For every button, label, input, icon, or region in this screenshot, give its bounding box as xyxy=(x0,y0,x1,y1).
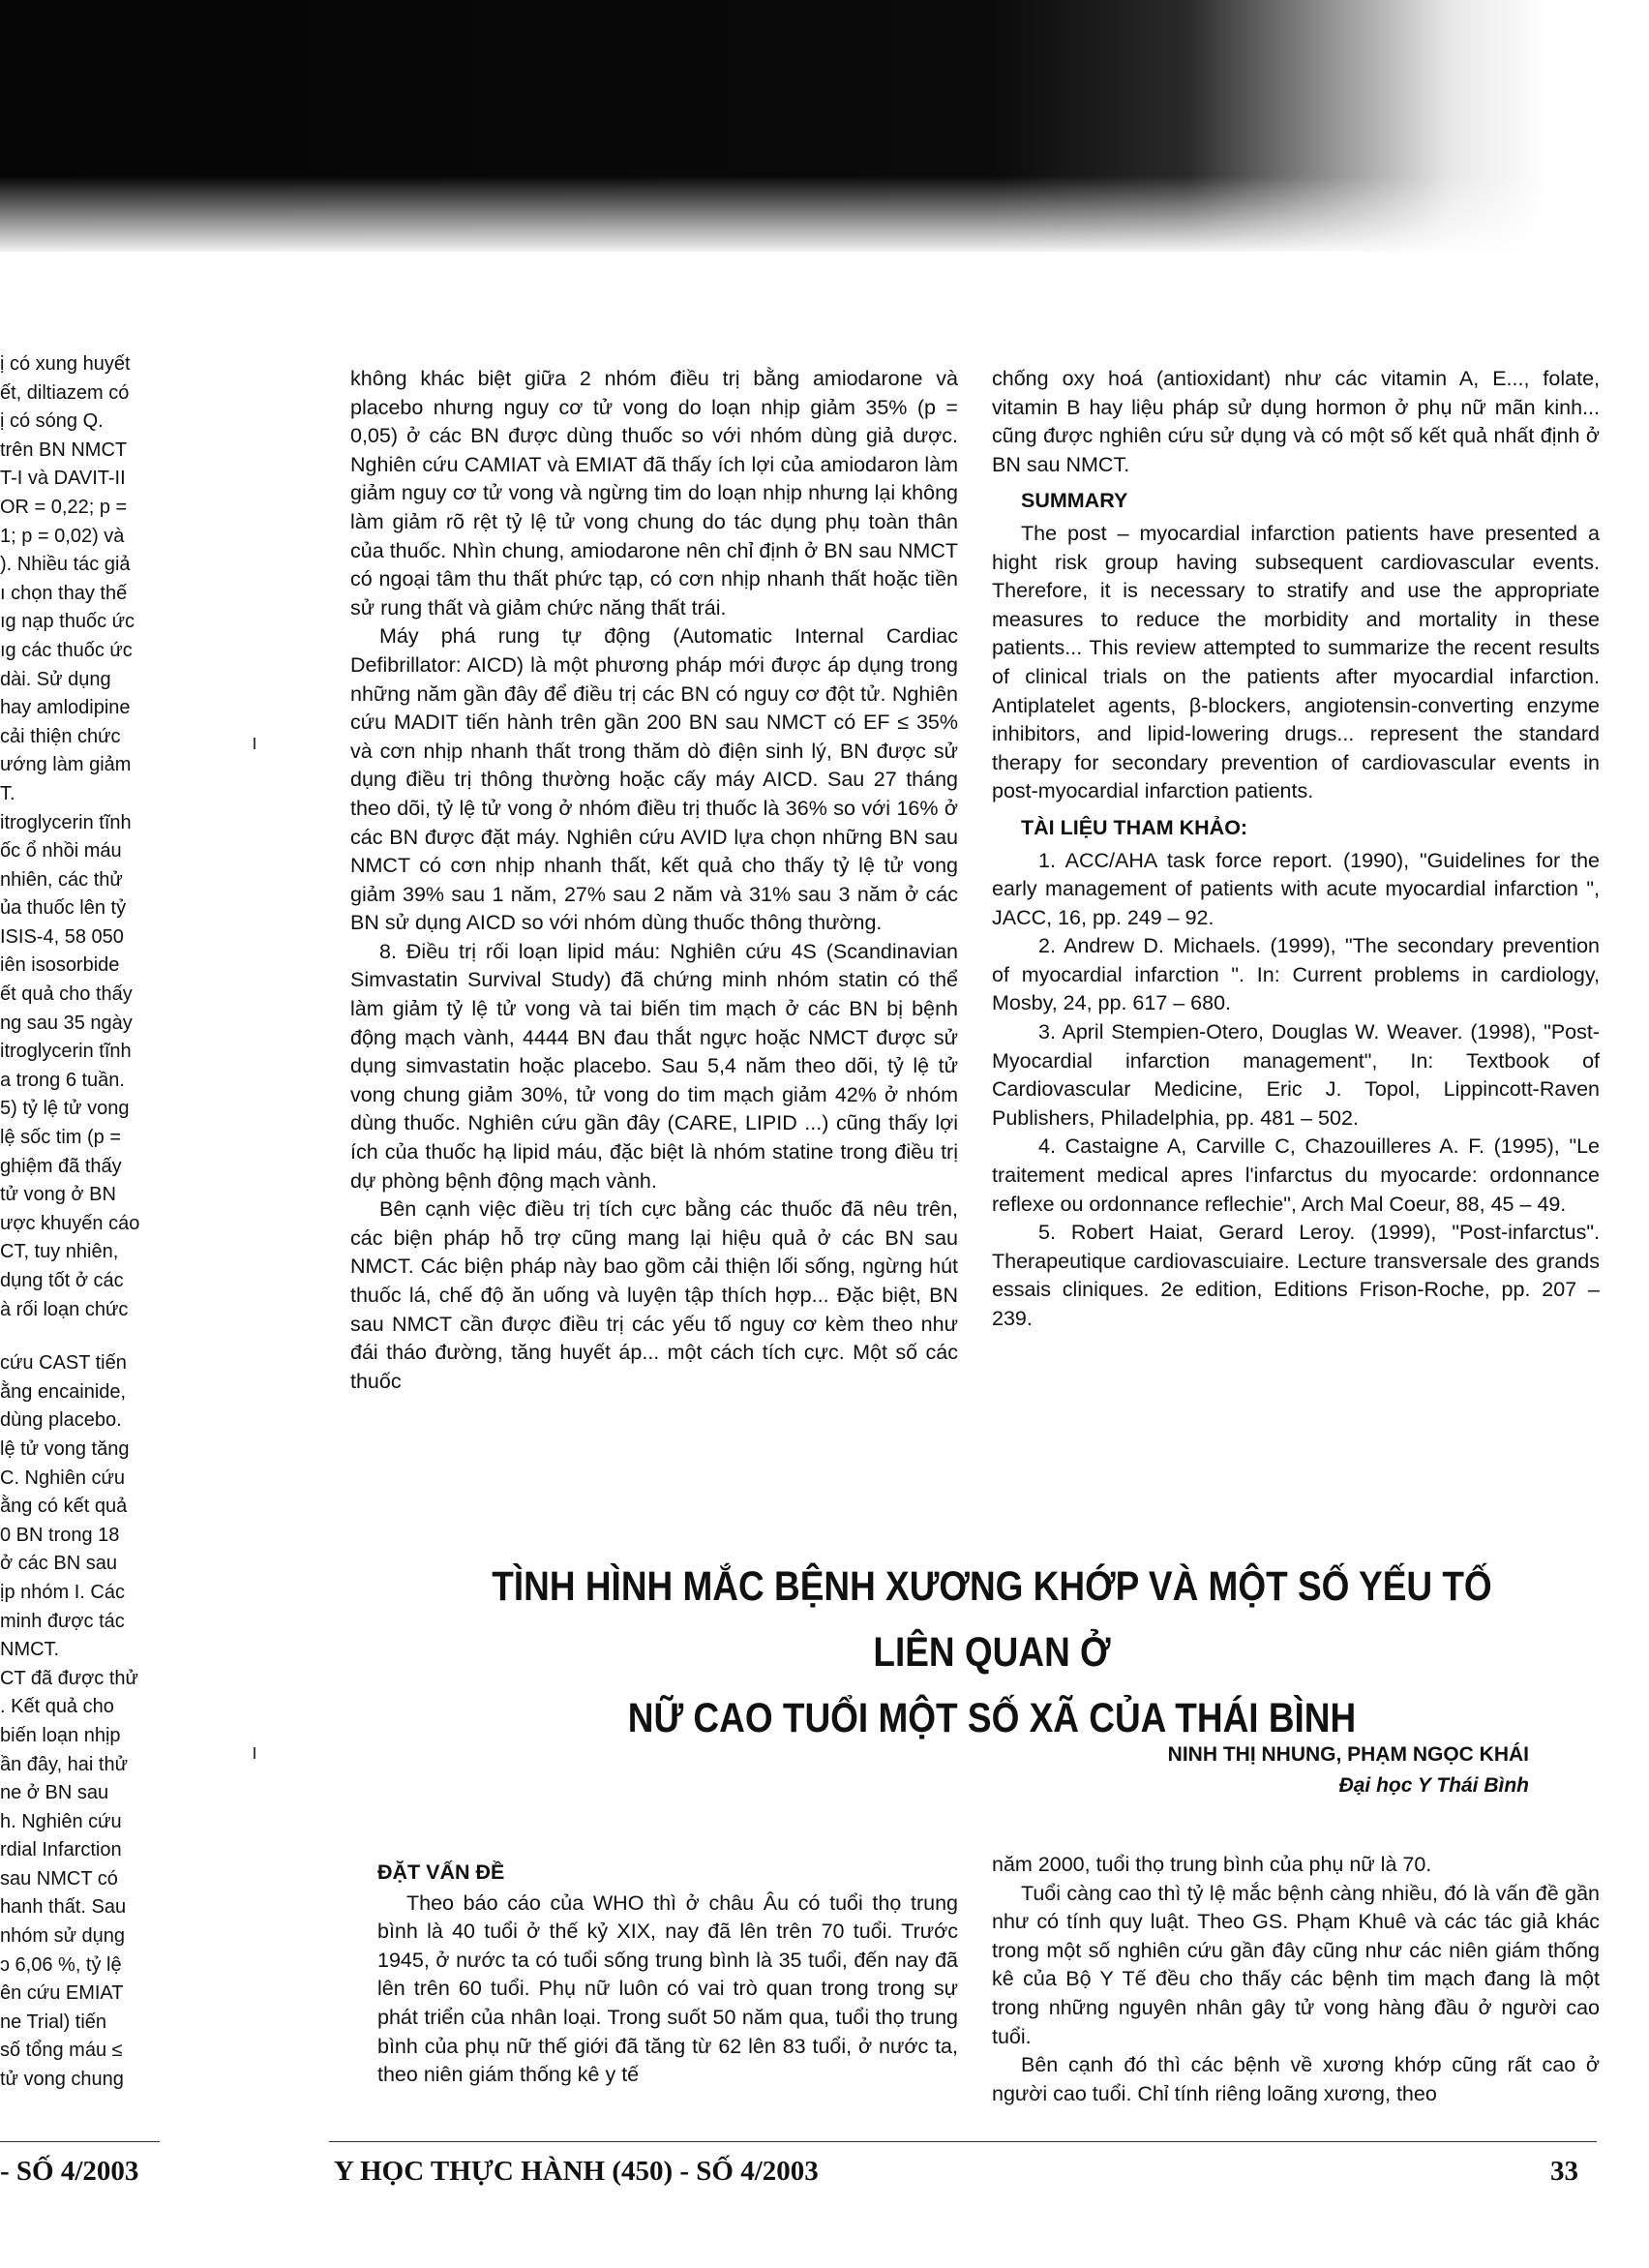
left-column-line: ɔ 6,06 %, tỷ lệ xyxy=(0,1953,122,1976)
left-column-line: ị có sóng Q. xyxy=(0,410,104,433)
left-column-line xyxy=(0,1324,159,1349)
footer-rule-left xyxy=(0,2141,160,2142)
left-column-line: ết quả cho thấy xyxy=(0,983,133,1006)
left-column-line: 0 BN trong 18 xyxy=(0,1524,120,1546)
article-authors-block xyxy=(1064,1739,1529,1801)
left-column-line: CT, tuy nhiên, xyxy=(0,1241,119,1263)
left-column-line: ằng encainide, xyxy=(0,1380,127,1403)
scan-mark xyxy=(254,1747,255,1759)
article-body-left xyxy=(377,1859,958,2090)
reference-item: 1. ACC/AHA task force report. (1990), "Guidelines for the early management of patients with acute myocardial infarction ", JACC, 16, pp. 249 – 92. xyxy=(992,848,1600,929)
article-body-right xyxy=(992,1851,1600,2108)
left-column-line: NMCT. xyxy=(0,1639,60,1661)
left-column-line: ủa thuốc lên tỷ xyxy=(0,897,127,920)
left-column-line: tử vong chung xyxy=(0,2069,124,2091)
left-column-line: ne ở BN sau xyxy=(0,1782,109,1804)
article-title-line-2: NỮ CAO TUỔI MỘT SỐ XÃ CỦA THÁI BÌNH xyxy=(627,1695,1357,1741)
left-column-line: hanh thất. Sau xyxy=(0,1896,127,1919)
left-column-line: ng sau 35 ngày xyxy=(0,1012,133,1034)
left-column-line: trên BN NMCT xyxy=(0,438,128,461)
footer-issue-left: - SỐ 4/2003 xyxy=(0,2156,139,2187)
article-title xyxy=(455,1554,1528,1751)
left-column-line: OR = 0,22; p = xyxy=(0,496,128,518)
article-affiliation: Đại học Y Thái Bình xyxy=(1338,1774,1529,1797)
article-title-line-1: TÌNH HÌNH MẮC BỆNH XƯƠNG KHỚP VÀ MỘT SỐ YẾU TỐ LIÊN QUAN Ở xyxy=(492,1563,1492,1676)
left-column-line: ). Nhiều tác giả xyxy=(0,554,131,576)
left-column-line: lệ tử vong tăng xyxy=(0,1437,130,1460)
summary-text: The post – myocardial infarction patients have presented a hight risk group having subsequent cardiovascular events. Therefore, it is necessary to stratify and use the appropriate measures to reduce the morbidity and mortality in these patients... This review attempted to summarize the recent results of clinical trials on the patients after myocardial infarction. Antiplatelet agents, β-blockers, angiotensin-converting enzyme inhibitors, and lipid-lowering drugs... represent the standard therapy for secondary prevention of cardiovascular events in post-myocardial infarction patients. xyxy=(992,521,1600,803)
article-right-paragraph-2: Tuổi càng cao thì tỷ lệ mắc bệnh càng nhiều, đó là vấn đề gần như có tính quy luật. Theo GS. Phạm Khuê và các tác giả khác trong một số nghiên cứu gần đây cũng như các niên giám thống kê của Bộ Y Tế đều cho thấy các bệnh tim mạch đang là một trong những nguyên nhân gây tử vong hàng đầu ở người cao tuổi. xyxy=(992,1881,1600,2048)
mid-paragraph-4: Bên cạnh việc điều trị tích cực bằng các thuốc đã nêu trên, các biện pháp hỗ trợ cũng mang lại hiệu quả ở các BN sau NMCT. Các biện pháp này bao gồm cải thiện lối sống, ngừng hút thuốc lá, chế độ ăn uống và luyện tập thích hợp... Đặc biệt, BN sau NMCT cần được điều trị các yếu tố nguy cơ kèm theo như đái tháo đường, tăng huyết áp... một cách tích cực. Một số các thuốc xyxy=(350,1197,958,1393)
left-column-line: dụng tốt ở các xyxy=(0,1270,124,1291)
left-column-line: ị có xung huyết xyxy=(0,353,131,375)
footer-page-number: 33 xyxy=(1550,2156,1578,2187)
left-column-line: itroglycerin tĩnh xyxy=(0,1041,132,1063)
mid-paragraph-1: không khác biệt giữa 2 nhóm điều trị bằng amiodarone và placebo nhưng nguy cơ tử vong do loạn nhịp giảm 35% (p = 0,05) ở các BN được dùng thuốc so với nhóm dùng giả dược. Nghiên cứu CAMIAT và EMIAT đã thấy ích lợi của amiodaron làm giảm nguy cơ tử vong và ngừng tim do loạn nhịp nhưng lại không làm giảm rõ rệt tỷ lệ tử vong chung do tác dụng phụ toàn thân của thuốc. Nhìn chung, amiodarone nên chỉ định ở BN sau NMCT có ngoại tâm thu thất phức tạp, có cơn nhịp nhanh thất hoặc tiền sử rung thất và giảm chức năng thất trái. xyxy=(350,367,958,620)
left-clipped-column xyxy=(0,350,159,2095)
left-column-line: cứu CAST tiến xyxy=(0,1352,127,1375)
left-column-line: T-I và DAVIT-II xyxy=(0,468,126,490)
references-list xyxy=(992,847,1600,1334)
left-column-line: ISIS-4, 58 050 xyxy=(0,925,124,948)
left-column-line: tử vong ở BN xyxy=(0,1184,116,1206)
left-column-line: minh được tác xyxy=(0,1610,125,1632)
left-column-line: rdial Infarction xyxy=(0,1839,122,1861)
scan-mark xyxy=(254,738,255,749)
left-column-line: ở các BN sau xyxy=(0,1553,117,1575)
left-column-line: ết, diltiazem có xyxy=(0,381,130,404)
article-paragraph-1: Theo báo cáo của WHO thì ở châu Âu có tuổi thọ trung bình là 40 tuổi ở thế kỷ XIX, nay đã lên trên 70 tuổi. Trước 1945, ở nước ta có tuổi sống trung bình là 35 tuổi, đến nay đã lên trên 60 tuổi. Phụ nữ luôn có vai trò quan trong trong sự phát triển của nhân loại. Trong suốt 50 năm qua, tuổi thọ trung bình của phụ nữ thế giới đã tăng từ 62 lên 83 tuổi, ở nước ta, theo niên giám thống kê y tế xyxy=(377,1890,958,2087)
middle-column xyxy=(350,365,958,1396)
left-column-line: sau NMCT có xyxy=(0,1867,118,1890)
summary-heading: SUMMARY xyxy=(1021,489,1128,513)
right-paragraph-1: chống oxy hoá (antioxidant) như các vitamin A, E..., folate, vitamin B hay liệu pháp sử dụng hormon ở phụ nữ mãn kinh... cũng được nghiên cứu sử dụng và có một số kết quả nhất định ở BN sau NMCT. xyxy=(992,367,1600,476)
reference-item: 3. April Stempien-Otero, Douglas W. Weaver. (1998), "Post-Myocardial infarction management", In: Textbook of Cardiovascular Medicine, Eric J. Topol, Lippincott-Raven Publishers, Philadelphia, pp. 481 – 502. xyxy=(992,1020,1600,1130)
reference-item: 4. Castaigne A, Carville C, Chazouilleres A. F. (1995), "Le traitement medical apres l'infarctus du myocarde: ordonnance reflexe ou ordonnance reflechie", Arch Mal Coeur, 88, 45 – 49. xyxy=(992,1134,1600,1216)
left-column-line: ướng làm giảm xyxy=(0,754,132,776)
article-authors: NINH THỊ NHUNG, PHẠM NGỌC KHÁI xyxy=(1167,1743,1529,1766)
article-right-paragraph-3: Bên cạnh đó thì các bệnh về xương khớp cũng rất cao ở người cao tuổi. Chỉ tính riêng loãng xương, theo xyxy=(992,2053,1600,2105)
left-column-line: ằng có kết quả xyxy=(0,1496,128,1518)
left-column-line: ịp nhóm I. Các xyxy=(0,1581,125,1603)
left-column-line: dài. Sử dụng xyxy=(0,668,111,690)
left-column-line: C. Nghiên cứu xyxy=(0,1467,126,1489)
left-column-line: à rối loạn chức xyxy=(0,1298,129,1320)
left-column-line: h. Nghiên cứu xyxy=(0,1810,122,1832)
left-column-line: cải thiện chức xyxy=(0,725,121,747)
left-column-line: nhóm sử dụng xyxy=(0,1925,126,1948)
left-column-line: dùng placebo. xyxy=(0,1409,122,1432)
scan-dark-band xyxy=(0,0,1649,252)
left-column-line: lệ sốc tim (p = xyxy=(0,1127,122,1149)
footer-journal: Y HỌC THỰC HÀNH (450) - SỐ 4/2003 xyxy=(334,2156,819,2187)
left-column-line: 1; p = 0,02) và xyxy=(0,525,125,547)
left-column-line: ıg các thuốc ức xyxy=(0,639,133,661)
reference-item: 2. Andrew D. Michaels. (1999), "The secondary prevention of myocardial infarction ". In: Current problems in cardiology, Mosby, 24, pp. 617 – 680. xyxy=(992,934,1600,1015)
mid-paragraph-2: Máy phá rung tự động (Automatic Internal Cardiac Defibrillator: AICD) là một phương pháp mới được áp dụng trong những năm gần đây để điều trị các BN có nguy cơ đột tử. Nghiên cứu MADIT tiến hành trên gần 200 BN sau NMCT có EF ≤ 35% và cơn nhịp nhanh thất trong thăm dò điện sinh lý, BN được sử dụng điều trị thông thường hoặc cấy máy AICD. Sau 27 tháng theo dõi, tỷ lệ tử vong ở nhóm điều trị thuốc là 36% so với 16% ở các BN được đặt máy. Nghiên cứu AVID lựa chọn những BN sau NMCT có cơn nhịp nhanh thất, kết quả cho thấy tỷ lệ tử vong giảm 39% sau 1 năm, 27% sau 2 năm và 31% sau 3 năm ở các BN sử dụng AICD so với nhóm dùng thuốc thông thường. xyxy=(350,624,958,935)
left-column-line: CT đã được thử xyxy=(0,1667,138,1689)
left-column-line: 5) tỷ lệ tử vong xyxy=(0,1098,130,1120)
left-column-line: ne Trial) tiến xyxy=(0,2011,107,2033)
footer-rule-main xyxy=(329,2141,1597,2142)
references-heading: TÀI LIỆU THAM KHẢO: xyxy=(1021,815,1248,839)
left-column-line: ghiệm đã thấy xyxy=(0,1155,122,1177)
left-column-line: hay amlodipine xyxy=(0,697,131,719)
mid-paragraph-3: 8. Điều trị rối loạn lipid máu: Nghiên cứu 4S (Scandinavian Simvastatin Survival Study) đã chứng minh nhóm statin có thể làm giảm tỷ lệ tử vong và tai biến tim mạch ở các BN bị bệnh động mạch vành, 4444 BN đau thắt ngực hoặc NMCT được sử dụng simvastatin hoặc placebo. Sau 5,4 năm theo dõi, tỷ lệ tử vong chung giảm 30%, tử vong do tim mạch giảm 42% ở nhóm dùng thuốc. Nghiên cứu gần đây (CARE, LIPID ...) cũng thấy lợi ích của thuốc hạ lipid máu, đặc biệt là nhóm statine trong điều trị dự phòng bệnh động mạch vành. xyxy=(350,939,958,1193)
left-column-line: ược khuyến cáo xyxy=(0,1212,140,1234)
left-column-line: nhiên, các thử xyxy=(0,868,123,891)
left-column-line: ı chọn thay thế xyxy=(0,582,128,604)
article-right-paragraph-1: năm 2000, tuổi thọ trung bình của phụ nữ là 70. xyxy=(992,1853,1432,1876)
left-column-line: a trong 6 tuần. xyxy=(0,1069,125,1091)
left-column-line: itroglycerin tĩnh xyxy=(0,811,132,833)
section-heading: ĐẶT VẤN ĐỀ xyxy=(377,1860,505,1884)
left-column-line: T. xyxy=(0,782,15,804)
reference-item: 5. Robert Haiat, Gerard Leroy. (1999), "Post-infarctus". Therapeutique cardiovascuiaire. Lecture transversale des grands essais cliniques. 2e edition, Editions Frison-Roche, pp. 207 – 239. xyxy=(992,1221,1600,1330)
left-column-line: ốc ổ nhồi máu xyxy=(0,840,122,862)
right-column xyxy=(992,365,1600,1334)
left-column-line: số tổng máu ≤ xyxy=(0,2040,123,2062)
left-column-line: ên cứu EMIAT xyxy=(0,1982,124,2005)
left-column-line: . Kết quả cho xyxy=(0,1696,114,1718)
left-column-line: ıg nạp thuốc ức xyxy=(0,611,135,633)
left-column-line: biến loạn nhịp xyxy=(0,1724,121,1746)
left-column-line: iên isosorbide xyxy=(0,954,120,977)
left-column-line: ần đây, hai thử xyxy=(0,1753,128,1775)
